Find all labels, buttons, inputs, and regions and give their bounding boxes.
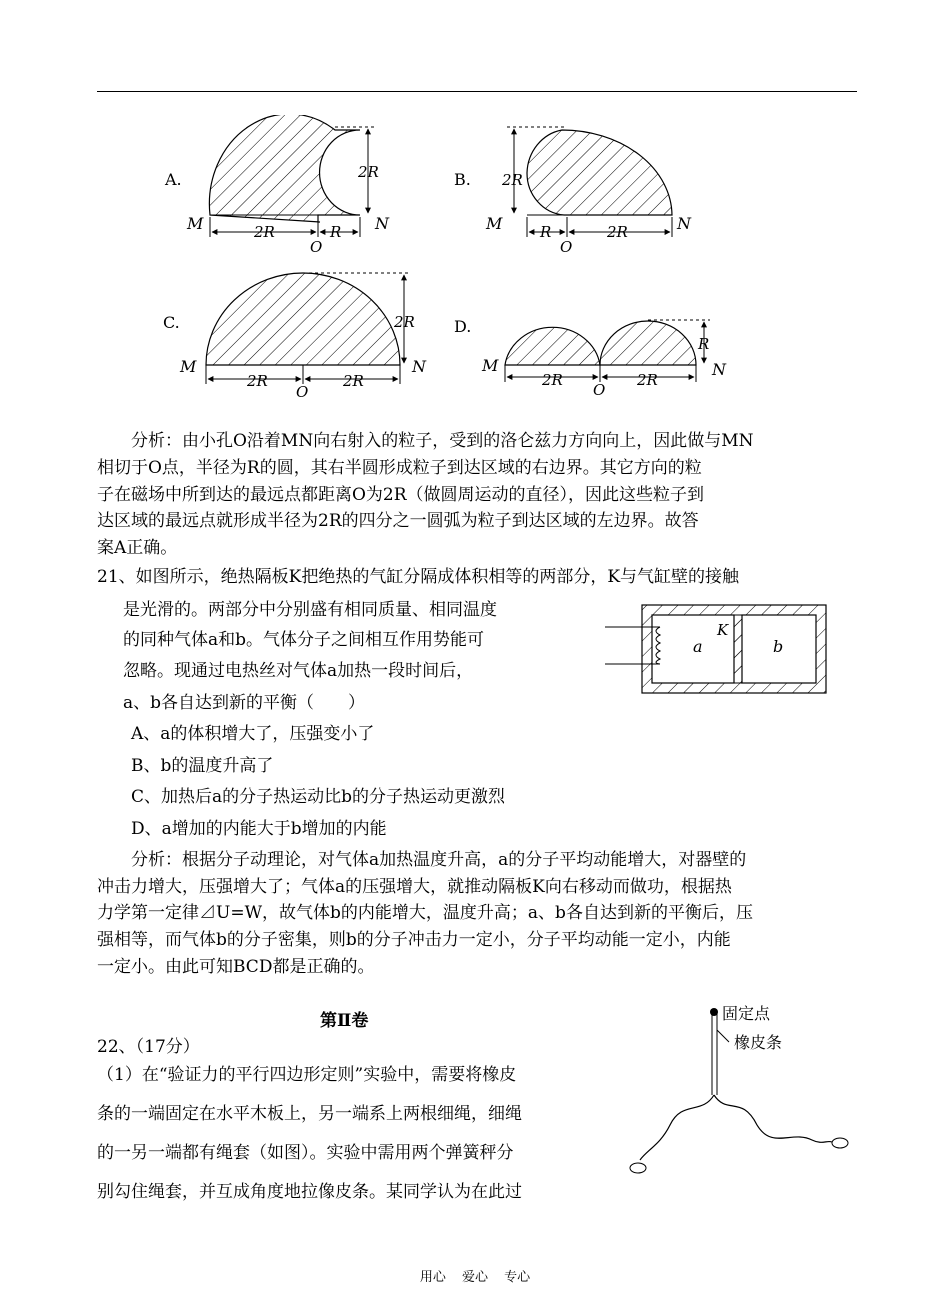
q21-option-b: B、b的温度升高了 [131,756,274,776]
figure-d-letter: D. [454,317,472,336]
figure-b-letter: B. [454,170,471,189]
analysis20-line-1: 分析：由小孔O沿着MN向右射入的粒子，受到的洛仑兹力方向向上，因此做与MN [131,431,754,451]
q22-line-2: 条的一端固定在水平木板上，另一端系上两根细绳，细绳 [97,1104,522,1124]
q22-line-3: 的一另一端都有绳套（如图）。实验中需用两个弹簧秤分 [97,1143,514,1163]
q21-analysis-4: 强相等，而气体b的分子密集，则b的分子冲击力一定小，分子平均动能一定小，内能 [97,930,731,950]
svg-text:2R: 2R [394,313,415,331]
q21-analysis-5: 一定小。由此可知BCD都是正确的。 [97,957,375,977]
analysis20-line-3: 子在磁场中所到达的最远点都距离O为2R（做圆周运动的直径），因此这些粒子到 [97,485,705,505]
svg-text:M: M [482,356,499,375]
q22-line-1: （1）在“验证力的平行四边形定则”实验中，需要将橡皮 [97,1065,517,1085]
loop-left [630,1163,646,1173]
page-footer: 用心 爱心 专心 [419,1270,531,1285]
header-rule [97,91,857,92]
figure-option-d [452,305,742,400]
svg-text:N: N [677,214,691,233]
figure-d-region-left [505,327,600,365]
string-left [640,1095,714,1160]
svg-text:K: K [717,621,729,639]
svg-text:2R: 2R [637,371,658,389]
svg-text:R: R [698,335,710,353]
svg-text:O: O [560,238,573,255]
rubber-band-figure [622,1000,852,1180]
svg-text:N: N [712,360,726,379]
q22-line-4: 别勾住绳套，并互成角度地拉像皮条。某同学认为在此过 [97,1182,522,1202]
svg-text:N: N [412,357,426,376]
q21-option-d: D、a增加的内能大于b增加的内能 [131,819,387,839]
svg-text:2R: 2R [343,372,364,390]
svg-text:M: M [187,214,204,233]
svg-text:2R: 2R [358,163,379,181]
svg-text:a: a [693,637,703,656]
analysis20-line-2: 相切于O点，半径为R的圆，其右半圆形成粒子到达区域的右边界。其它方向的粒 [97,458,702,478]
q21-analysis-2: 冲击力增大，压强增大了；气体a的压强增大，就推动隔板K向右移动而做功，根据热 [97,877,732,897]
svg-text:R: R [540,223,552,241]
loop-right [832,1138,848,1148]
svg-text:O: O [296,383,309,401]
analysis20-line-5: 案A正确。 [97,538,178,558]
svg-text:橡皮条: 橡皮条 [734,1033,783,1052]
svg-text:M: M [180,357,197,376]
svg-text:O: O [310,238,323,255]
figure-option-b [452,115,702,255]
analysis20-line-4: 达区域的最远点就形成半径为2R的四分之一圆弧为粒子到达区域的左边界。故答 [97,511,699,531]
figure-b-region [527,130,672,215]
cylinder-figure [605,600,835,700]
q21-analysis-3: 力学第一定律⊿U=W，故气体b的内能增大，温度升高；a、b各自达到新的平衡后，压 [97,903,753,923]
q21-stem-4: 忽略。现通过电热丝对气体a加热一段时间后， [123,661,474,681]
q21-analysis-1: 分析：根据分子动理论，对气体a加热温度升高，a的分子平均动能增大，对器壁的 [131,850,747,870]
partition-k [734,615,742,683]
q22-head: 22、（17分） [97,1037,200,1057]
figure-a-letter: A. [165,170,182,189]
svg-text:O: O [593,381,606,399]
figure-a-region [209,115,360,222]
figure-c-region [206,273,400,365]
section-title: 第Ⅱ卷 [320,1011,369,1031]
figure-option-c [160,262,440,402]
figure-option-a [160,115,410,255]
svg-text:R: R [330,223,342,241]
q21-stem-5: a、b各自达到新的平衡（ ） [123,693,366,713]
figure-c-letter: C. [163,313,180,332]
q21-option-c: C、加热后a的分子热运动比b的分子热运动更激烈 [131,787,506,807]
svg-text:2R: 2R [607,223,628,241]
svg-text:固定点: 固定点 [722,1004,771,1023]
q21-stem-3: 的同种气体a和b。气体分子之间相互作用势能可 [123,630,485,650]
svg-text:2R: 2R [247,372,268,390]
svg-text:b: b [773,637,784,656]
figure-d-region-right [600,321,696,365]
svg-text:M: M [486,214,503,233]
string-right [714,1095,832,1142]
svg-text:2R: 2R [254,223,275,241]
q21-stem-1: 21、如图所示，绝热隔板K把绝热的气缸分隔成体积相等的两部分，K与气缸壁的接触 [97,567,740,587]
svg-text:2R: 2R [502,171,523,189]
q21-option-a: A、a的体积增大了，压强变小了 [131,724,375,744]
q21-stem-2: 是光滑的。两部分中分别盛有相同质量、相同温度 [123,600,497,620]
svg-text:N: N [375,214,389,233]
svg-text:2R: 2R [542,371,563,389]
